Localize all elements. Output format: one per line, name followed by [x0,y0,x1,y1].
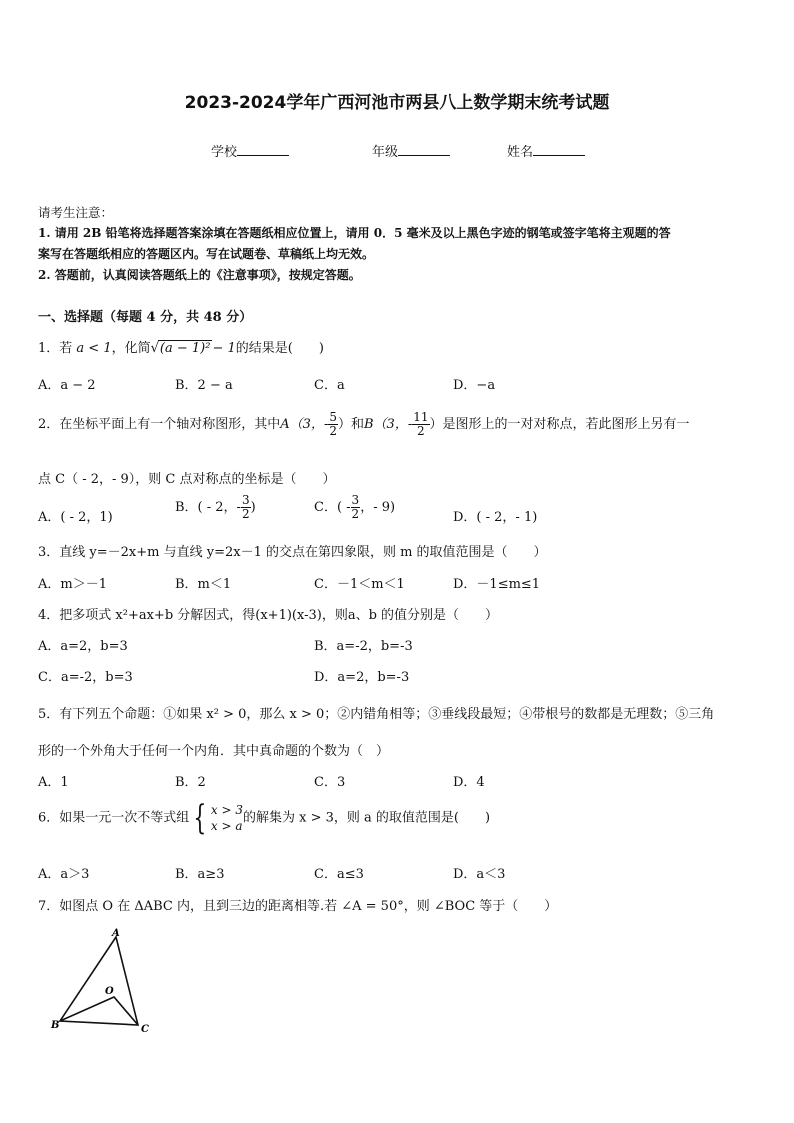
q1-option-b: B．2 − a [175,378,233,393]
q5-option-c: C．3 [314,775,346,790]
q2-option-c-pre: C．( - [314,500,351,515]
q2-option-b-post: ) [250,500,256,515]
question-4: 4．把多项式 x²+ax+b 分解因式，得(x+1)(x-3)，则a、b 的值分别是（ ） [38,608,499,623]
q2-option-b-frac [241,494,251,521]
q2-pre: 2．在坐标平面上有一个轴对称图形，其中 [38,417,281,432]
name-label: 姓名 [507,145,534,160]
q6-system-line-2: x > a [210,819,243,833]
notice-line-2: 案写在答题纸相应的答题区内。写在试题卷、草稿纸上均无效。 [38,247,375,261]
q1-option-d: D．−a [453,378,496,393]
school-blank [237,144,289,156]
q6-pre: 6．如果一元一次不等式组 [38,810,190,826]
q4-option-d: D．a=2，b=-3 [314,670,410,685]
question-2 [38,411,690,438]
q6-option-d: D．a＜3 [453,867,506,882]
q1-after: − 1 [212,341,236,356]
q6-system-line-1: x > 3 [210,803,244,817]
q2-option-b-num: 3 [241,493,250,507]
q3-option-c: C．－1＜m＜1 [314,577,405,592]
school-label: 学校 [211,145,238,160]
q4-option-a: A．a=2，b=3 [38,639,128,654]
q2-option-c-num: 3 [351,493,360,507]
q1-radicand: (a − 1)² [159,341,211,356]
triangle-figure [48,925,158,1040]
q6-option-a: A．a＞3 [38,867,90,882]
sqrt-icon: √ [150,341,159,356]
vertex-label-b: B [51,1020,60,1031]
q2-point-a: A（3，- [280,417,329,432]
q5-option-a: A．1 [38,775,69,790]
vertex-label-c: C [141,1024,149,1035]
q5-option-b: B．2 [175,775,206,790]
q4-option-b: B．a=-2，b=-3 [314,639,413,654]
question-6 [38,798,491,838]
q3-option-d: D．－1≤m≤1 [453,577,541,592]
q2-option-b-den: 2 [241,507,250,521]
question-7: 7．如图点 O 在 ΔABC 内，且到三边的距离相等.若 ∠A = 50°，则 ∠BOC 等于（ ） [38,899,558,914]
q6-post: 的解集为 x > 3，则 a 的取值范围是( ) [243,810,491,826]
notice-line-3: 2. 答题前，认真阅读答题纸上的《注意事项》，按规定答题。 [38,268,361,282]
vertex-label-a: A [112,928,120,939]
q3-option-b: B．m＜1 [175,577,232,592]
q1-mid: ，化简 [111,341,151,356]
question-5-line-2: 形的一个外角大于任何一个内角．其中真命题的个数为（ ） [38,744,390,759]
brace-icon: { [193,798,207,838]
q4-option-c: C．a=-2，b=3 [38,670,133,685]
q2-frac-a [328,411,338,438]
q2-option-c-frac [351,494,361,521]
q2-line-2: 点 C（ - 2，- 9），则 C 点对称点的坐标是（ ） [38,472,336,487]
question-3: 3．直线 y=－2x+m 与直线 y=2x－1 的交点在第四象限，则 m 的取值范围是（ ） [38,545,547,560]
q2-option-a: A．( - 2，1) [38,510,113,525]
q2-option-c [314,494,395,521]
q2-frac-b-den: 2 [417,424,425,438]
q1-option-c: C．a [314,378,345,393]
q2-option-b-pre: B．( - 2，- [175,500,241,515]
q3-option-a: A．m＞－1 [38,577,107,592]
q1-condition: a < 1 [76,341,112,356]
q6-option-c: C．a≤3 [314,867,364,882]
q2-and: ）和 [337,417,364,432]
question-5-line-1: 5．有下列五个命题：①如果 x² > 0，那么 x > 0；②内错角相等；③垂线段最短；④带根号的数都是无理数；⑤三角 [38,707,715,722]
q2-point-b: B（3，- [364,417,413,432]
point-label-o: O [105,986,114,997]
grade-blank [398,144,450,156]
q2-option-d: D．( - 2，- 1) [453,510,538,525]
school-field [211,141,289,160]
grade-label: 年级 [372,145,399,160]
name-blank [533,144,585,156]
name-field [507,141,585,160]
q5-option-d: D．4 [453,775,485,790]
q2-frac-a-num: 5 [329,410,337,424]
notice-heading: 请考生注意： [38,205,114,220]
q2-option-c-post: ，- 9) [360,500,396,515]
section-heading: 一、选择题（每题 4 分，共 48 分） [38,310,253,325]
q1-pre: 1．若 [38,341,73,356]
notice-line-1: 1. 请用 2B 铅笔将选择题答案涂填在答题纸相应位置上，请用 0．5 毫米及以上黑色字迹的钢笔或签字笔将主观题的答 [38,226,671,240]
q6-option-b: B．a≥3 [175,867,225,882]
page-title: 2023-2024学年广西河池市两县八上数学期末统考试题 [184,93,610,113]
q1-option-a: A．a − 2 [38,378,96,393]
q2-frac-a-den: 2 [329,424,337,438]
q2-option-b [175,494,256,521]
grade-field [372,141,450,160]
q2-post: ）是图形上的一对对称点，若此图形上另有一 [429,417,690,432]
q6-system [211,802,243,834]
q1-post: 的结果是( ) [235,341,324,356]
question-1 [38,337,324,356]
q2-frac-b-num: 11 [413,410,429,424]
q2-option-c-den: 2 [351,507,360,521]
q2-frac-b [412,411,429,438]
